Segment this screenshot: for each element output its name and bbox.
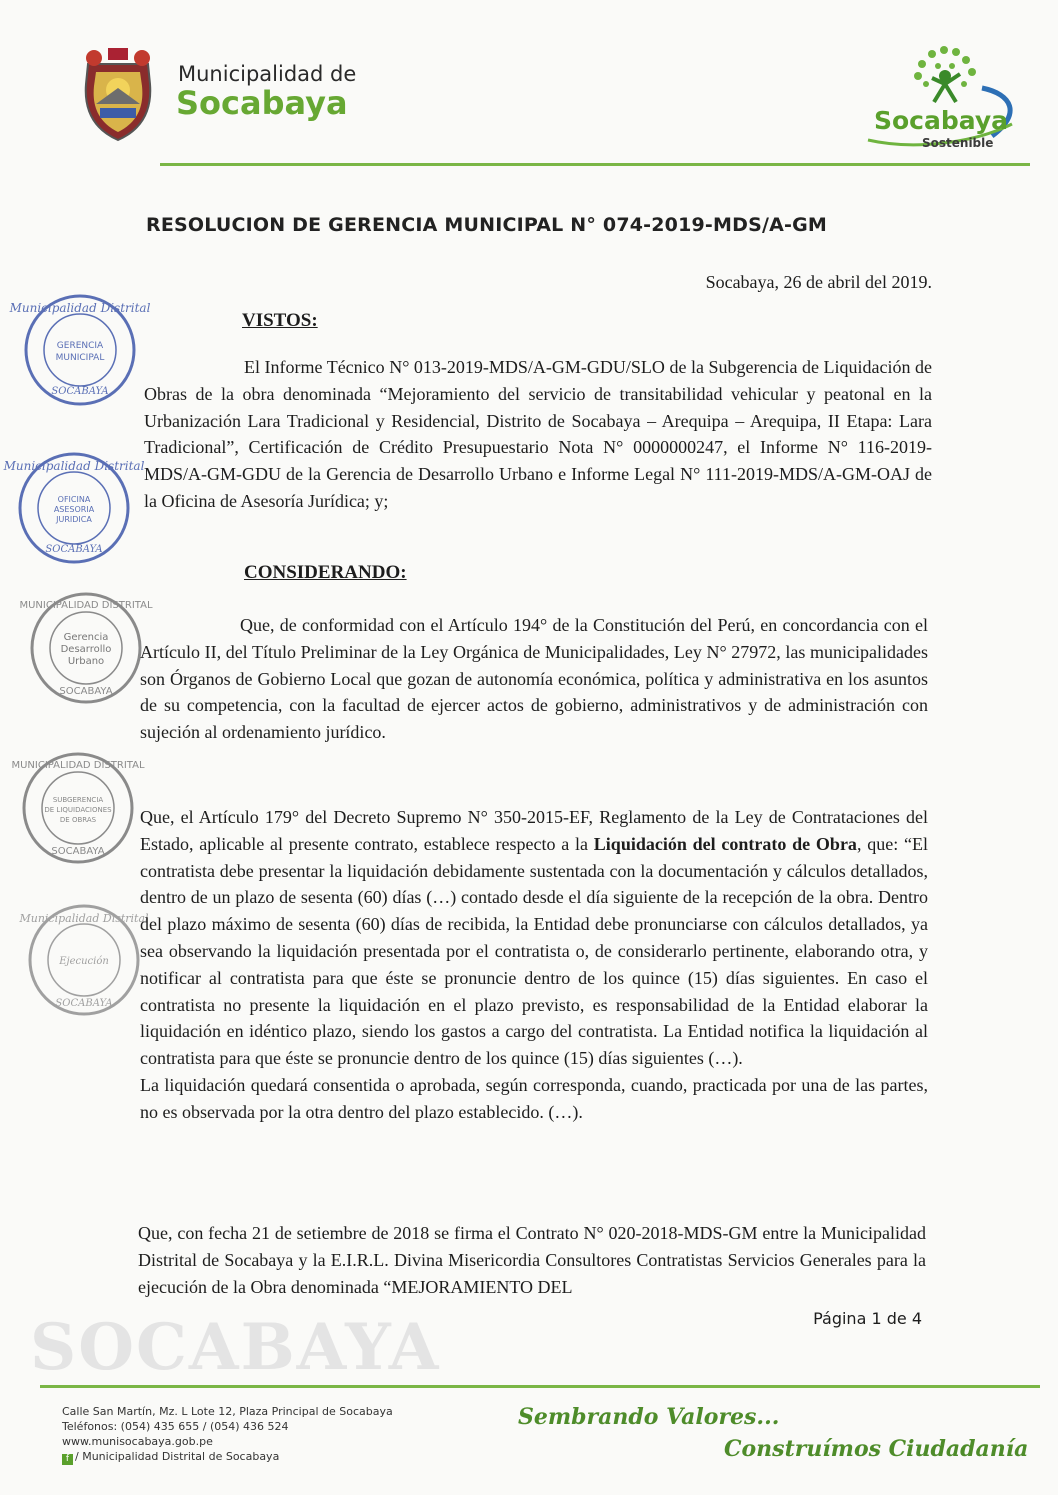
resolution-title: RESOLUCION DE GERENCIA MUNICIPAL N° 074-2019-MDS/A-GM xyxy=(146,214,828,236)
brand-tagline: Sostenible xyxy=(922,136,994,150)
p2-quote: , que: “El contratista debe presentar la liquidación debidamente sustentada con la documentación y cálculos detallados, dentro de un plazo de sesenta (60) días (…) contado desde el día siguiente de la recepción de la obra. Dentro del plazo máximo de sesenta (60) días de recibida, la Entidad debe pronunciarse con cálculos detallados, ya sea observando la liquidación presentada por el contratista o, de considerarlo pertinente, elaborando otra, y notificar al contratista para que éste se pronuncie dentro de los quince (15) días siguientes. En caso el contratista no presente la liquidación en el plazo previsto, es responsabilidad de la Entidad elaborar la liquidación en idéntico plazo, siendo los gastos a cargo del contratista. La Entidad notifica la liquidación al contratista para que éste se pronuncie dentro de los quince (15) días siguientes (…). xyxy=(140,833,928,1069)
svg-text:SOCABAYA: SOCABAYA xyxy=(45,544,103,555)
brand-name: Socabaya xyxy=(874,106,1009,135)
svg-text:JURIDICA: JURIDICA xyxy=(56,515,92,524)
seal-bottom-text: SOCABAYA xyxy=(51,386,109,397)
footer-phones: Teléfonos: (054) 435 655 / (054) 436 524 xyxy=(62,1420,289,1433)
svg-text:Municipalidad Distrital: Municipalidad Distrital xyxy=(3,459,145,473)
svg-text:Gerencia: Gerencia xyxy=(63,632,109,643)
considerando-p2-text xyxy=(140,804,928,1072)
seal-ring-text: Municipalidad Distrital xyxy=(9,301,151,315)
footer-facebook-label: / Municipalidad Distrital de Socabaya xyxy=(75,1450,280,1463)
svg-text:OFICINA: OFICINA xyxy=(57,495,91,504)
svg-text:SOCABAYA: SOCABAYA xyxy=(55,998,113,1009)
svg-text:DE OBRAS: DE OBRAS xyxy=(59,816,97,824)
footer-address: Calle San Martín, Mz. L Lote 12, Plaza Principal de Socabaya xyxy=(62,1405,393,1418)
seal-asesoria-juridica-icon xyxy=(3,448,145,568)
vistos-heading: VISTOS: xyxy=(242,310,318,331)
svg-text:SOCABAYA: SOCABAYA xyxy=(51,846,105,857)
watermark-text: SOCABAYA xyxy=(30,1310,441,1385)
seal-subgerencia-liquidaciones-icon xyxy=(11,748,145,868)
svg-text:GERENCIA: GERENCIA xyxy=(56,341,104,351)
considerando-paragraph-1 xyxy=(140,612,928,746)
considerando-p4-text: Que, con fecha 21 de setiembre de 2018 se firma el Contrato N° 020-2018-MDS-GM entre la Municipalidad Distrital de Socabaya y la E.I.R.L. Divina Misericordia Consultores Contratistas Servicios Generales para la ejecución de la Obra denominada “MEJORAMIENTO DEL xyxy=(138,1223,926,1297)
considerando-paragraph-4 xyxy=(138,1220,926,1300)
svg-text:Urbano: Urbano xyxy=(67,656,105,667)
considerando-paragraph-2 xyxy=(140,804,928,1126)
municipality-name-line1: Municipalidad de xyxy=(178,62,357,86)
page-number: Página 1 de 4 xyxy=(813,1309,922,1328)
svg-text:ASESORIA: ASESORIA xyxy=(53,505,95,514)
seal-desarrollo-urbano-icon xyxy=(19,588,153,708)
vistos-text: El Informe Técnico N° 013-2019-MDS/A-GM-GDU/SLO de la Subgerencia de Liquidación de Obras de la obra denominada “Mejoramiento del servicio de transitabilidad vehicular y peatonal en la Urbanización Lara Tradicional y Residencial, Distrito de Socabaya – Arequipa – Arequipa, II Etapa: Lara Tradicional”, Certificación de Crédito Presupuestario Nota N° 0000000247, el Informe N° 116-2019-MDS/A-GM-GDU de la Gerencia de Desarrollo Urbano e Informe Legal N° 111-2019-MDS/A-GM-OAJ de la Oficina de Asesoría Jurídica; y; xyxy=(144,357,932,511)
slogan-line1: Sembrando Valores... xyxy=(518,1404,780,1430)
municipality-crest-icon xyxy=(78,44,158,144)
seal-ejecucion-icon xyxy=(19,900,149,1020)
vistos-paragraph xyxy=(144,354,932,515)
considerando-p1-text: Que, de conformidad con el Artículo 194° de la Constitución del Perú, en concordancia con el Artículo II, del Título Preliminar de la Ley Orgánica de Municipalidades, Ley N° 27972, las municipalidades son Órganos de Gobierno Local que gozan de autonomía económica, política y administrativa en los asuntos de su competencia, con la facultad de ejercer actos de gobierno, administrativos y de administración con sujeción al ordenamiento jurídico. xyxy=(140,615,928,743)
footer-website[interactable]: www.munisocabaya.gob.pe xyxy=(62,1435,213,1448)
footer-contact xyxy=(62,1404,393,1465)
header-divider xyxy=(160,163,1030,166)
considerando-heading: CONSIDERANDO: xyxy=(244,562,407,583)
svg-text:Desarrollo: Desarrollo xyxy=(60,644,112,655)
slogan-line2: Construímos Ciudadanía xyxy=(724,1436,1029,1462)
svg-text:DE LIQUIDACIONES: DE LIQUIDACIONES xyxy=(44,806,112,814)
municipality-name-line2: Socabaya xyxy=(176,84,348,122)
svg-text:MUNICIPALIDAD DISTRITAL: MUNICIPALIDAD DISTRITAL xyxy=(11,760,145,771)
considerando-p3-text: La liquidación quedará consentida o aprobada, según corresponda, cuando, practicada por una de las partes, no es observada por la otra dentro del plazo establecido. (…). xyxy=(140,1074,928,1122)
svg-text:SOCABAYA: SOCABAYA xyxy=(59,686,113,697)
p2-intro: Que, el Artículo 179° del Decreto Supremo N° 350-2015-EF, Reglamento de la Ley de Contrataciones del Estado, aplicable al presente contrato, establece respecto a la xyxy=(140,807,928,854)
svg-text:MUNICIPALIDAD DISTRITAL: MUNICIPALIDAD DISTRITAL xyxy=(19,600,153,611)
facebook-icon: f xyxy=(62,1454,73,1465)
svg-text:Municipalidad Distrital: Municipalidad Distrital xyxy=(19,912,149,925)
svg-text:MUNICIPAL: MUNICIPAL xyxy=(55,353,105,363)
resolution-date: Socabaya, 26 de abril del 2019. xyxy=(705,272,932,292)
footer-facebook[interactable] xyxy=(62,1449,393,1465)
svg-text:Ejecución: Ejecución xyxy=(59,956,109,967)
seal-gerencia-municipal-icon xyxy=(9,290,151,410)
footer-divider xyxy=(40,1385,1040,1388)
svg-text:SUBGERENCIA: SUBGERENCIA xyxy=(52,796,104,804)
p2-bold-term: Liquidación del contrato de Obra xyxy=(593,833,857,854)
